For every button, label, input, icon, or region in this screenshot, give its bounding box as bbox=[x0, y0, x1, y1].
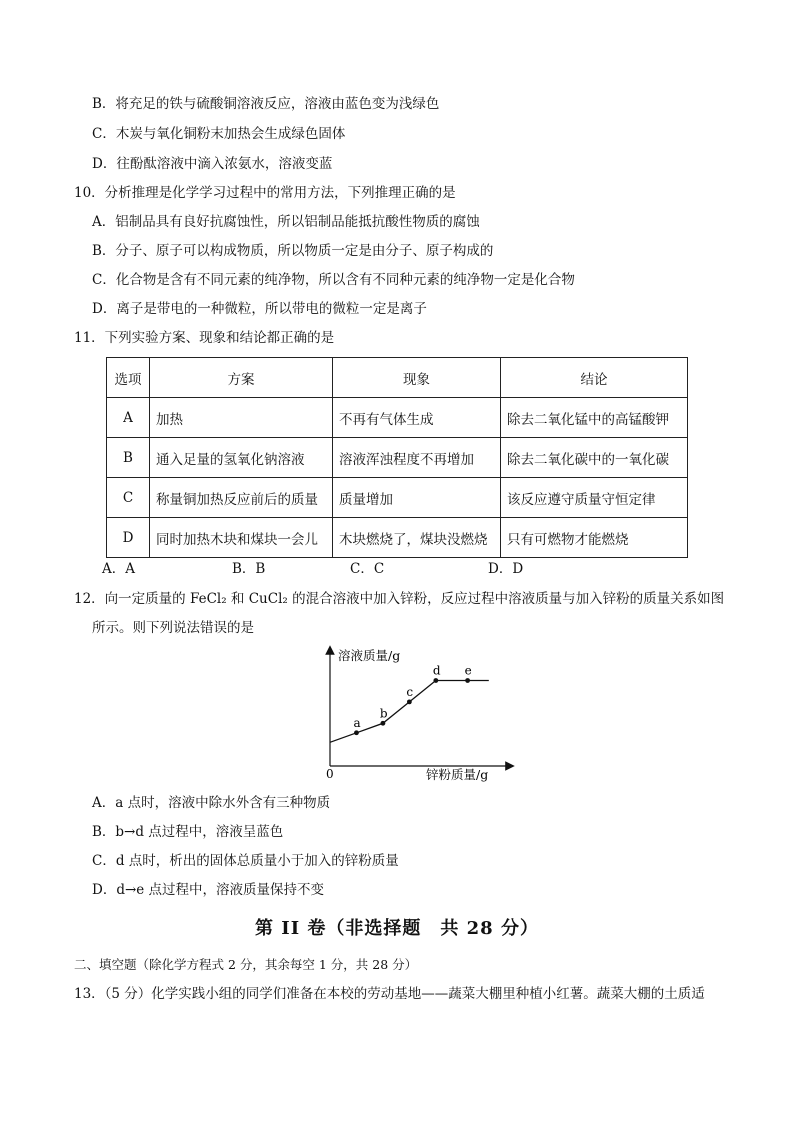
q13-stem: 13．（5 分）化学实践小组的同学们准备在本校的劳动基地——蔬菜大棚里种植小红薯。蔬菜大棚的土质适 bbox=[74, 986, 705, 1002]
table-cell: B bbox=[107, 438, 150, 478]
table-row bbox=[107, 478, 688, 518]
data-point-e bbox=[465, 678, 470, 683]
point-label-d: d bbox=[432, 663, 441, 678]
table-cell: 同时加热木块和煤块一会儿 bbox=[150, 518, 333, 558]
q11-answer-d: D．D bbox=[488, 561, 524, 577]
q10-option-b: B．分子、原子可以构成物质，所以物质一定是由分子、原子构成的 bbox=[92, 243, 494, 259]
table-cell: 溶液浑浊程度不再增加 bbox=[333, 438, 501, 478]
q11-answer-a: A．A bbox=[102, 561, 135, 577]
q12-stem-line1: 12．向一定质量的 FeCl₂ 和 CuCl₂ 的混合溶液中加入锌粉，反应过程中溶液质量与加入锌粉的质量关系如图 bbox=[74, 591, 725, 607]
section-heading: 二、填空题（除化学方程式 2 分，其余每空 1 分，共 28 分） bbox=[74, 957, 418, 972]
table-header: 现象 bbox=[333, 358, 501, 398]
table-cell: A bbox=[107, 398, 150, 438]
data-point-a bbox=[354, 730, 359, 735]
q12-stem-line2: 所示。则下列说法错误的是 bbox=[92, 620, 254, 636]
table-row bbox=[107, 518, 688, 558]
q12-option-b: B．b→d 点过程中，溶液呈蓝色 bbox=[92, 824, 284, 840]
q9-option-c: C．木炭与氧化铜粉末加热会生成绿色固体 bbox=[92, 126, 346, 142]
q10-stem: 10．分析推理是化学学习过程中的常用方法，下列推理正确的是 bbox=[74, 185, 456, 201]
q10-option-a: A．铝制品具有良好抗腐蚀性，所以铝制品能抵抗酸性物质的腐蚀 bbox=[92, 214, 480, 230]
q9-option-d: D．往酚酞溶液中滴入浓氨水，溶液变蓝 bbox=[92, 156, 333, 172]
q12-option-a: A．a 点时，溶液中除水外含有三种物质 bbox=[92, 795, 331, 811]
data-point-b bbox=[381, 721, 386, 726]
table-cell: 称量铜加热反应前后的质量 bbox=[150, 478, 333, 518]
point-label-c: c bbox=[406, 684, 414, 699]
table-cell: 木块燃烧了，煤块没燃烧 bbox=[333, 518, 501, 558]
q12-option-c: C．d 点时，析出的固体总质量小于加入的锌粉质量 bbox=[92, 853, 399, 869]
table-cell: 质量增加 bbox=[333, 478, 501, 518]
point-label-a: a bbox=[353, 715, 361, 730]
table-cell: 不再有气体生成 bbox=[333, 398, 501, 438]
table-header: 方案 bbox=[150, 358, 333, 398]
table-header: 选项 bbox=[107, 358, 150, 398]
q11-answer-c: C．C bbox=[350, 561, 385, 577]
data-point-c bbox=[407, 699, 412, 704]
x-axis-label: 锌粉质量/g bbox=[426, 767, 489, 782]
table-cell: C bbox=[107, 478, 150, 518]
table-header: 结论 bbox=[501, 358, 688, 398]
zinc-solution-chart bbox=[300, 640, 520, 785]
table-row bbox=[107, 438, 688, 478]
q11-table bbox=[106, 357, 688, 558]
table-cell: 除去二氧化锰中的高锰酸钾 bbox=[501, 398, 688, 438]
table-cell: 通入足量的氢氧化钠溶液 bbox=[150, 438, 333, 478]
q10-option-d: D．离子是带电的一种微粒，所以带电的微粒一定是离子 bbox=[92, 301, 427, 317]
q12-option-d: D．d→e 点过程中，溶液质量保持不变 bbox=[92, 882, 325, 898]
table-row bbox=[107, 398, 688, 438]
q11-answer-b: B．B bbox=[232, 561, 266, 577]
table-cell: 除去二氧化碳中的一氧化碳 bbox=[501, 438, 688, 478]
table-cell: D bbox=[107, 518, 150, 558]
table-header-row bbox=[107, 358, 688, 398]
table-cell: 加热 bbox=[150, 398, 333, 438]
part2-title: 第 II 卷（非选择题 共 28 分） bbox=[255, 918, 539, 939]
point-label-e: e bbox=[464, 663, 472, 678]
q11-stem: 11．下列实验方案、现象和结论都正确的是 bbox=[74, 330, 335, 346]
table-cell: 只有可燃物才能燃烧 bbox=[501, 518, 688, 558]
point-label-b: b bbox=[379, 706, 388, 721]
q9-option-b: B．将充足的铁与硫酸铜溶液反应，溶液由蓝色变为浅绿色 bbox=[92, 96, 440, 112]
origin-label: 0 bbox=[326, 767, 334, 781]
data-point-d bbox=[433, 678, 438, 683]
q10-option-c: C．化合物是含有不同元素的纯净物，所以含有不同种元素的纯净物一定是化合物 bbox=[92, 272, 575, 288]
q11-answers bbox=[0, 560, 794, 578]
table-cell: 该反应遵守质量守恒定律 bbox=[501, 478, 688, 518]
y-axis-label: 溶液质量/g bbox=[338, 648, 401, 663]
